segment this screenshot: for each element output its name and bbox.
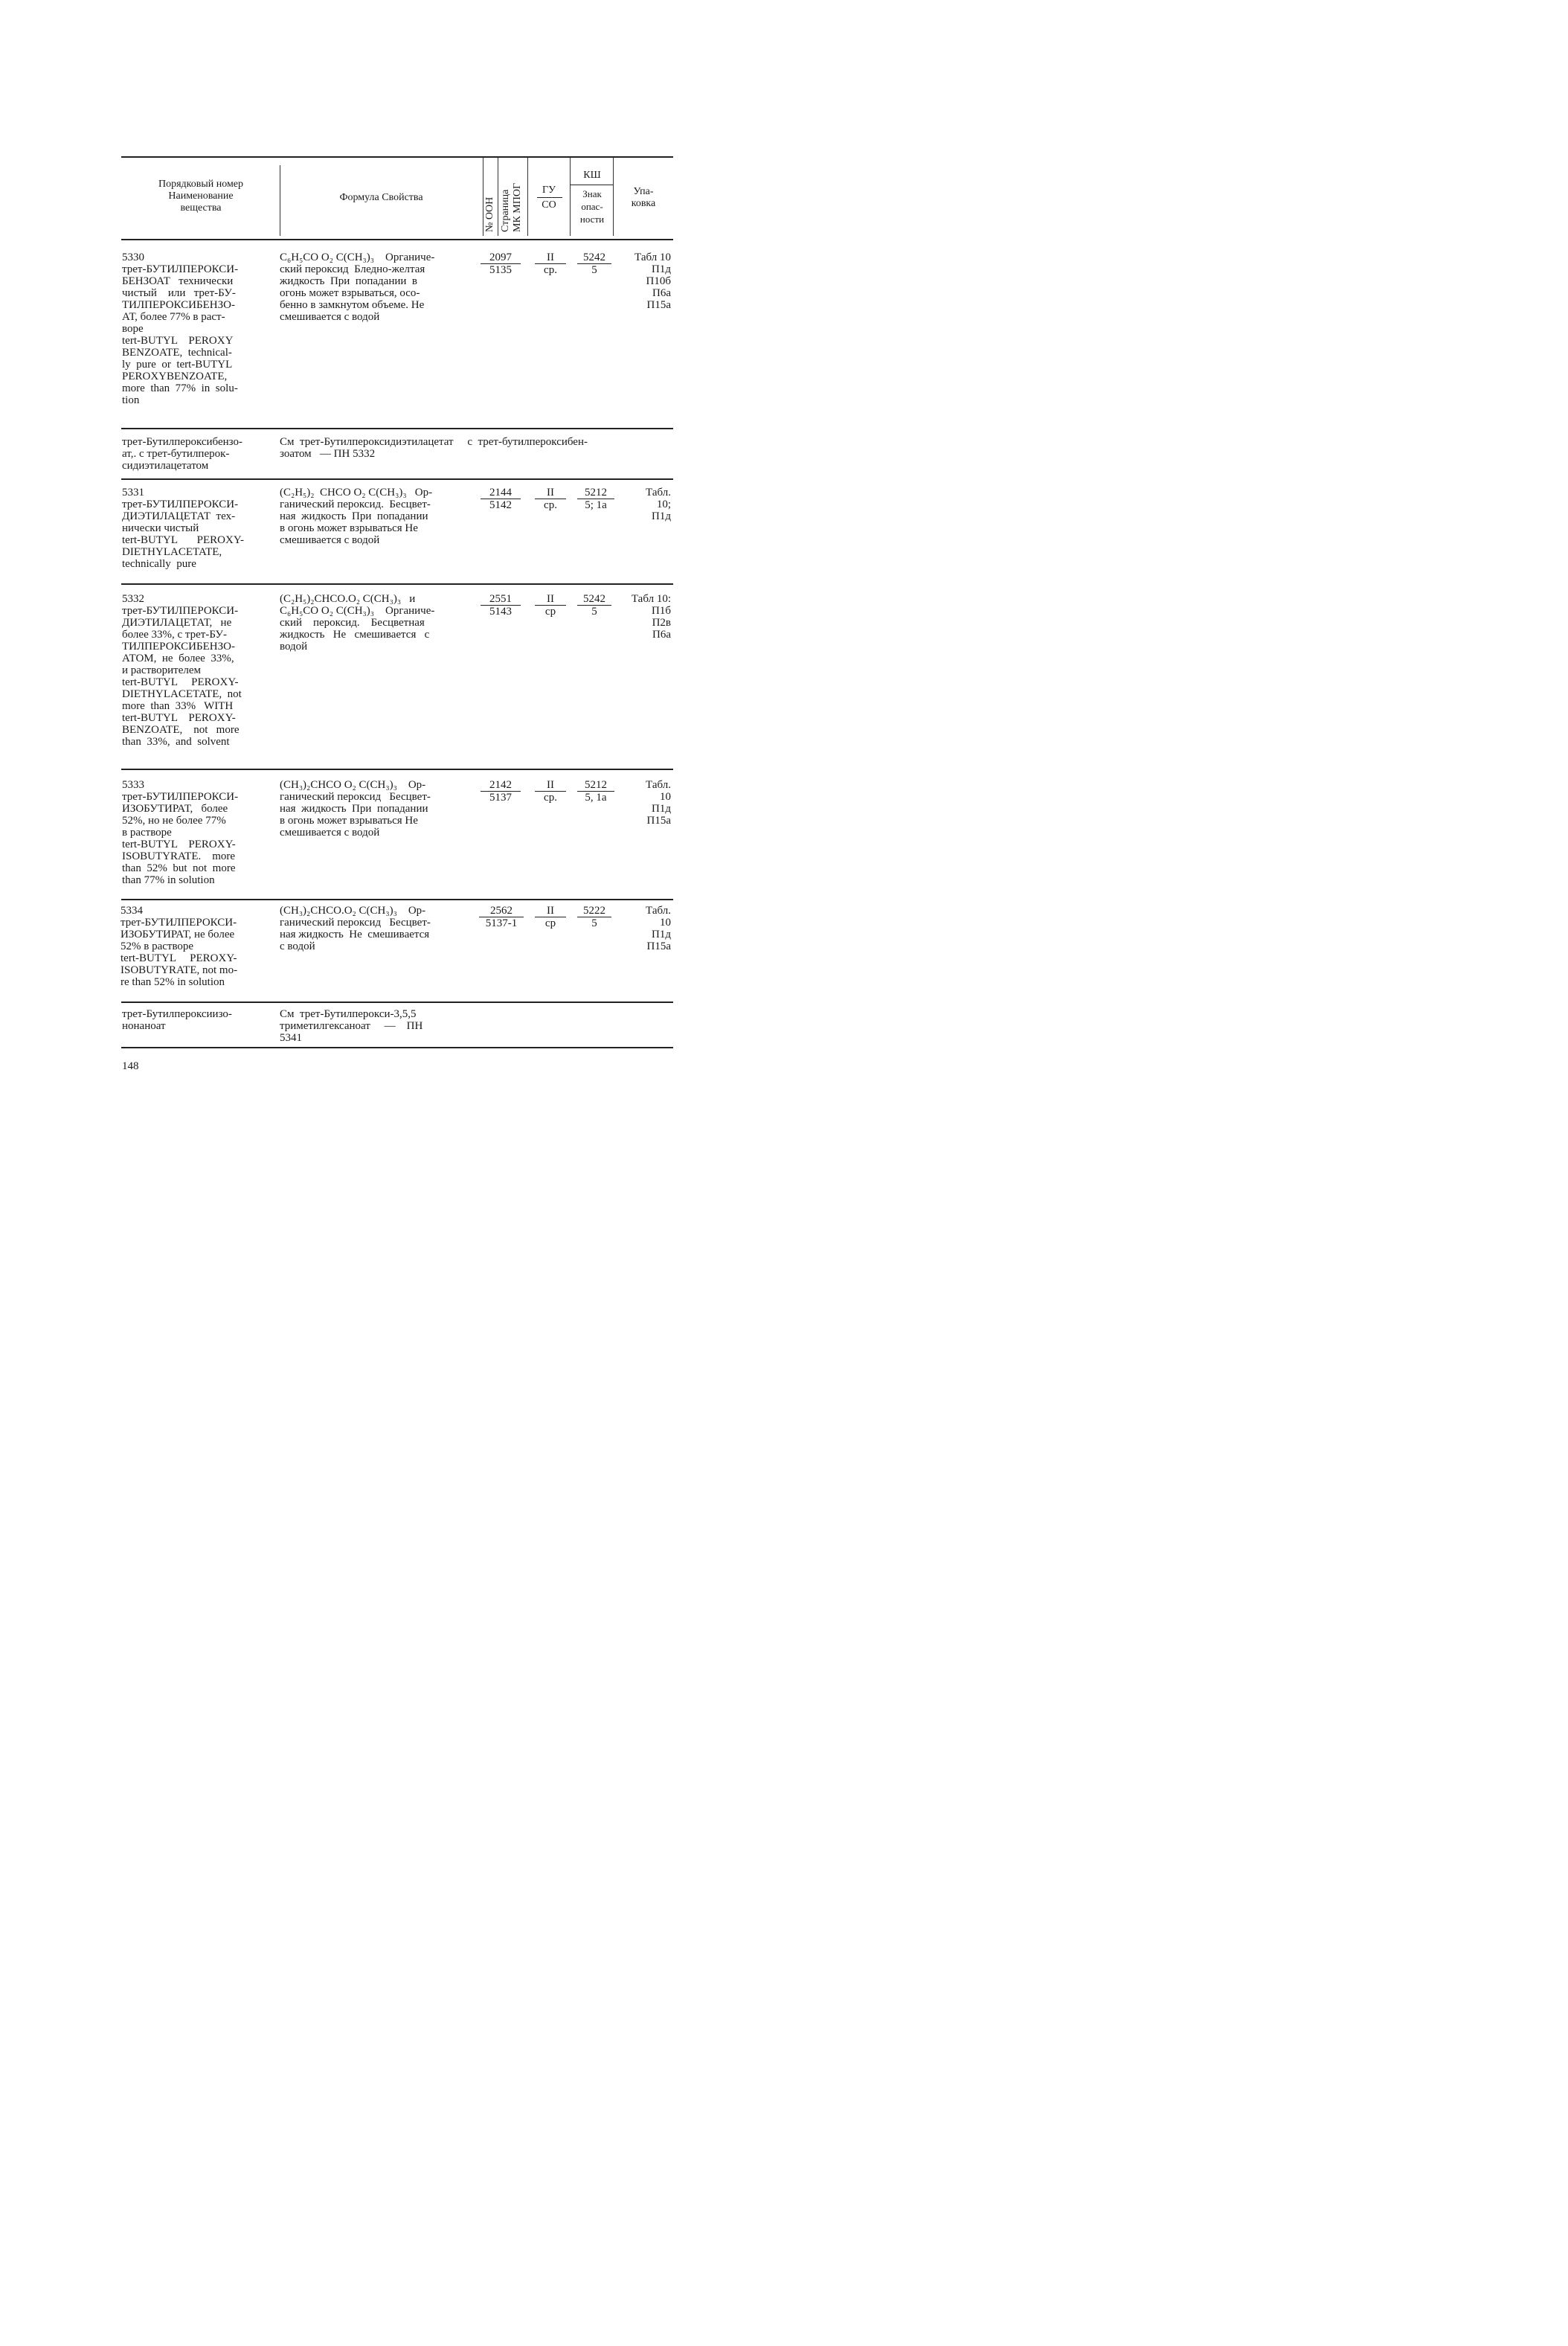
- un-page-fraction: [481, 251, 521, 276]
- co-value: ср.: [544, 792, 557, 804]
- sign-value: 5: [591, 264, 597, 276]
- header-col-ksh-bottom: Знак опас- ности: [579, 188, 605, 225]
- packaging: Табл 10 П1д П10б П6а П15а: [634, 251, 671, 311]
- ksh-sign-fraction: [577, 593, 611, 618]
- page-number: 148: [122, 1060, 139, 1072]
- row-name: трет-Бутилпероксиизо- нонаноат: [122, 1008, 232, 1032]
- header-col-formula: Формула Свойства: [339, 192, 423, 203]
- gu-fraction-line: [537, 197, 562, 198]
- ksh-value: 5242: [577, 593, 611, 606]
- header-col-pack: Упа- ковка: [631, 186, 656, 209]
- co-value: ср.: [544, 499, 557, 511]
- packaging: Табл. 10; П1д: [646, 487, 671, 522]
- un-number: 2551: [481, 593, 521, 606]
- page-number-ref: 5137-1: [485, 917, 518, 929]
- ksh-value: 5212: [577, 779, 614, 792]
- row-formula: C₆H₅CO O₂ C(CH₃)₃ Органиче- ский пероксид Бледно-желтая жидкость При попадании в огонь может взрываться, осо- бенно в замкнутом объеме. Не смешивается с водой: [280, 251, 435, 323]
- row-formula: (C₂H₅)₂ CHCO O₂ C(CH₃)₃ Ор- ганический пероксид. Бесцвет- ная жидкость При попадании в огонь может взрываться Не смешивается с водой: [280, 487, 433, 546]
- ksh-sign-fraction: [577, 779, 614, 804]
- row-formula: (C₂H₅)₂CHCO.O₂ C(CH₃)₃ и C₆H₅CO O₂ C(CH₃)₃ Органиче- ский пероксид. Бесцветная жидкость Не смешивается с водой: [280, 593, 435, 653]
- row-formula: См трет-Бутилпероксидиэтилацетат с трет-бутилпероксибен- зоатом — ПН 5332: [280, 436, 588, 460]
- un-number: 2142: [481, 779, 521, 792]
- gu-value: II: [535, 905, 566, 917]
- row-name: 5330 трет-БУТИЛПЕРОКСИ- БЕНЗОАТ технически чистый или трет-БУ- ТИЛПЕРОКСИБЕНЗО- АТ, более 77% в раст- воре tert-BUTYL PEROXY BENZOATE, technical- ly pure or tert-BUTYL PEROXYBENZOATE, more than 77% in solu- tion: [122, 251, 239, 406]
- ksh-sign-fraction: [577, 487, 614, 511]
- ksh-sign-fraction: [577, 905, 611, 929]
- row-separator: [121, 478, 673, 480]
- gu-co-fraction: [535, 779, 566, 804]
- packaging: Табл. 10 П1д П15а: [646, 779, 671, 827]
- row-formula: (CH₃)₂CHCO.O₂ C(CH₃)₃ Ор- ганический пероксид Бесцвет- ная жидкость Не смешивается с водой: [280, 905, 431, 952]
- gu-co-fraction: [535, 487, 566, 511]
- packaging: Табл. 10 П1д П15а: [646, 905, 671, 952]
- header-col-gu-bottom: СО: [542, 199, 556, 211]
- header-col-un: № ООН: [484, 196, 495, 232]
- un-number: 2097: [481, 251, 521, 264]
- row-name: 5334 трет-БУТИЛПЕРОКСИ- ИЗОБУТИРАТ, не более 52% в растворе tert-BUTYL PEROXY- ISOBUTYRATE, not mo- re than 52% in solution: [121, 905, 238, 988]
- row-name: трет-Бутилпероксибензо- ат,. с трет-бутилперок- сидиэтилацетатом: [122, 436, 242, 472]
- header-separator: [570, 158, 571, 236]
- gu-value: II: [535, 593, 566, 606]
- un-number: 2144: [481, 487, 521, 499]
- un-page-fraction: [481, 487, 521, 511]
- page-number-ref: 5142: [489, 499, 512, 511]
- page-number-ref: 5135: [489, 264, 512, 276]
- sign-value: 5: [591, 917, 597, 929]
- row-separator: [121, 899, 673, 900]
- gu-value: II: [535, 487, 566, 499]
- packaging: Табл 10: П1б П2в П6а: [631, 593, 671, 641]
- header-col-page: Страница МК МПОГ: [500, 182, 523, 232]
- gu-co-fraction: [535, 593, 566, 618]
- page-number-ref: 5137: [489, 792, 512, 804]
- header-col-ksh-top: КШ: [583, 170, 601, 181]
- un-page-fraction: [479, 905, 524, 929]
- co-value: ср: [544, 606, 556, 618]
- ksh-value: 5222: [577, 905, 611, 917]
- co-value: ср.: [544, 264, 557, 276]
- sign-value: 5, 1а: [585, 792, 607, 804]
- header-bottom-rule: [121, 239, 673, 240]
- header-col-gu-top: ГУ: [542, 185, 556, 196]
- row-separator: [121, 583, 673, 585]
- row-formula: См трет-Бутилперокси-3,5,5 триметилгексаноат — ПН 5341: [280, 1008, 423, 1044]
- row-name: 5333 трет-БУТИЛПЕРОКСИ- ИЗОБУТИРАТ, более 52%, но не более 77% в растворе tert-BUTYL PEROXY- ISOBUTYRATE. more than 52% but not more than 77% in solution: [122, 779, 239, 886]
- row-name: 5331 трет-БУТИЛПЕРОКСИ- ДИЭТИЛАЦЕТАТ тех- нически чистый tert-BUTYL PEROXY- DIETHYLACETATE, technically pure: [122, 487, 245, 570]
- co-value: ср: [544, 917, 556, 929]
- row-name: 5332 трет-БУТИЛПЕРОКСИ- ДИЭТИЛАЦЕТАТ, не более 33%, с трет-БУ- ТИЛПЕРОКСИБЕНЗО- АТОМ, не более 33%, и растворителем tert-BUTYL PEROXY- DIETHYLACETATE, not more than 33% WITH tert-BUTYL PEROXY- BENZOATE, not more than 33%, and solvent: [122, 593, 242, 748]
- gu-co-fraction: [535, 251, 566, 276]
- gu-value: II: [535, 251, 566, 264]
- table-bottom-rule: [121, 1047, 673, 1048]
- page-number-ref: 5143: [489, 606, 512, 618]
- gu-value: II: [535, 779, 566, 792]
- un-page-fraction: [481, 593, 521, 618]
- sign-value: 5: [591, 606, 597, 618]
- row-formula: (CH₃)₂CHCO O₂ C(CH₃)₃ Ор- ганический пероксид Бесцвет- ная жидкость При попадании в огонь может взрываться Не смешивается с водой: [280, 779, 431, 839]
- un-number: 2562: [479, 905, 524, 917]
- gu-co-fraction: [535, 905, 566, 929]
- document-page: [0, 0, 781, 1172]
- row-separator: [121, 428, 673, 429]
- ksh-sign-fraction: [577, 251, 611, 276]
- un-page-fraction: [481, 779, 521, 804]
- sign-value: 5; 1а: [585, 499, 607, 511]
- header-separator: [527, 158, 528, 236]
- header-separator: [613, 158, 614, 236]
- header-top-rule: [121, 156, 673, 158]
- header-col-name: Порядковый номер Наименование вещества: [158, 179, 244, 214]
- row-separator: [121, 1001, 673, 1003]
- ksh-value: 5242: [577, 251, 611, 264]
- row-separator: [121, 769, 673, 770]
- ksh-value: 5212: [577, 487, 614, 499]
